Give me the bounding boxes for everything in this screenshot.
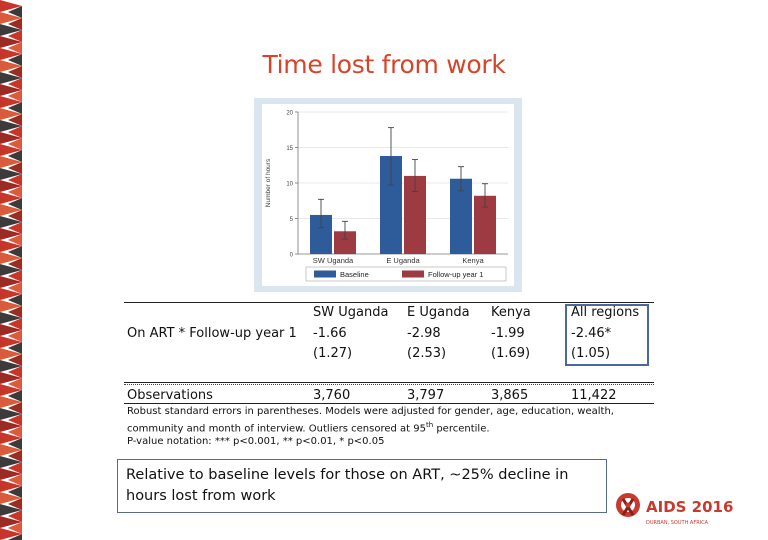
table-note-superscript: th bbox=[425, 421, 434, 429]
y-tick-label: 20 bbox=[286, 110, 293, 117]
obs-e-uganda: 3,797 bbox=[407, 388, 445, 403]
y-tick-label: 10 bbox=[286, 181, 293, 188]
table-bottom-rule bbox=[124, 403, 654, 404]
x-tick-label: E Uganda bbox=[386, 256, 420, 265]
y-tick-label: 0 bbox=[289, 252, 293, 259]
chart-plot-area bbox=[262, 104, 514, 286]
slide-title: Time lost from work bbox=[262, 50, 506, 79]
legend-swatch bbox=[402, 271, 424, 278]
column-header-sw-uganda: SW Uganda bbox=[313, 305, 389, 320]
table-note-censoring bbox=[127, 421, 490, 434]
se-kenya: (1.69) bbox=[491, 346, 531, 361]
logo-wordmark: AIDS 2016 bbox=[646, 498, 734, 516]
y-tick-label: 5 bbox=[289, 217, 293, 223]
coef-kenya: -1.99 bbox=[491, 326, 525, 341]
coef-all-regions: -2.46* bbox=[571, 326, 612, 341]
obs-sw-uganda: 3,760 bbox=[313, 388, 351, 403]
bar-chart bbox=[262, 104, 514, 286]
se-sw-uganda: (1.27) bbox=[313, 346, 353, 361]
bar-chart-panel bbox=[254, 98, 522, 292]
table-top-rule bbox=[124, 302, 654, 303]
table-note-censoring-end: percentile. bbox=[433, 423, 490, 435]
y-tick-label: 15 bbox=[286, 146, 293, 152]
callout-text: Relative to baseline levels for those on ART, ~25% decline in hours lost from work bbox=[126, 467, 569, 504]
table-dotted-rule bbox=[124, 384, 654, 385]
x-tick-label: Kenya bbox=[462, 256, 484, 265]
obs-kenya: 3,865 bbox=[491, 388, 529, 403]
table-note-p-values: P-value notation: *** p<0.001, ** p<0.01, * p<0.05 bbox=[127, 436, 385, 447]
column-header-e-uganda: E Uganda bbox=[407, 305, 470, 320]
coef-sw-uganda: -1.66 bbox=[313, 326, 347, 341]
legend-label: Follow-up year 1 bbox=[428, 270, 484, 279]
legend-swatch bbox=[314, 271, 336, 278]
coef-e-uganda: -2.98 bbox=[407, 326, 441, 341]
table-note-censoring-text: community and month of interview. Outliers censored at 95 bbox=[127, 423, 426, 435]
obs-all-regions: 11,422 bbox=[571, 388, 617, 403]
table-mid-rule bbox=[124, 382, 654, 383]
column-header-kenya: Kenya bbox=[491, 305, 531, 320]
row-label-on-art-follow-up: On ART * Follow-up year 1 bbox=[127, 326, 297, 341]
column-header-all-regions: All regions bbox=[571, 305, 640, 320]
all-regions-highlight-box bbox=[565, 304, 649, 366]
ribbon-icon bbox=[616, 493, 640, 517]
y-axis-title: Number of hours bbox=[265, 158, 272, 208]
se-e-uganda: (2.53) bbox=[407, 346, 447, 361]
logo-subtitle: DURBAN, SOUTH AFRICA bbox=[646, 520, 709, 526]
table-note-standard-errors: Robust standard errors in parentheses. Models were adjusted for gender, age, education, wealth, bbox=[127, 406, 614, 417]
aids-2016-logo bbox=[614, 487, 734, 533]
callout-box bbox=[117, 459, 607, 513]
decorative-side-band bbox=[0, 0, 22, 540]
se-all-regions: (1.05) bbox=[571, 346, 611, 361]
row-label-observations: Observations bbox=[127, 388, 213, 403]
x-tick-label: SW Uganda bbox=[312, 256, 354, 265]
legend-label: Baseline bbox=[340, 270, 369, 279]
